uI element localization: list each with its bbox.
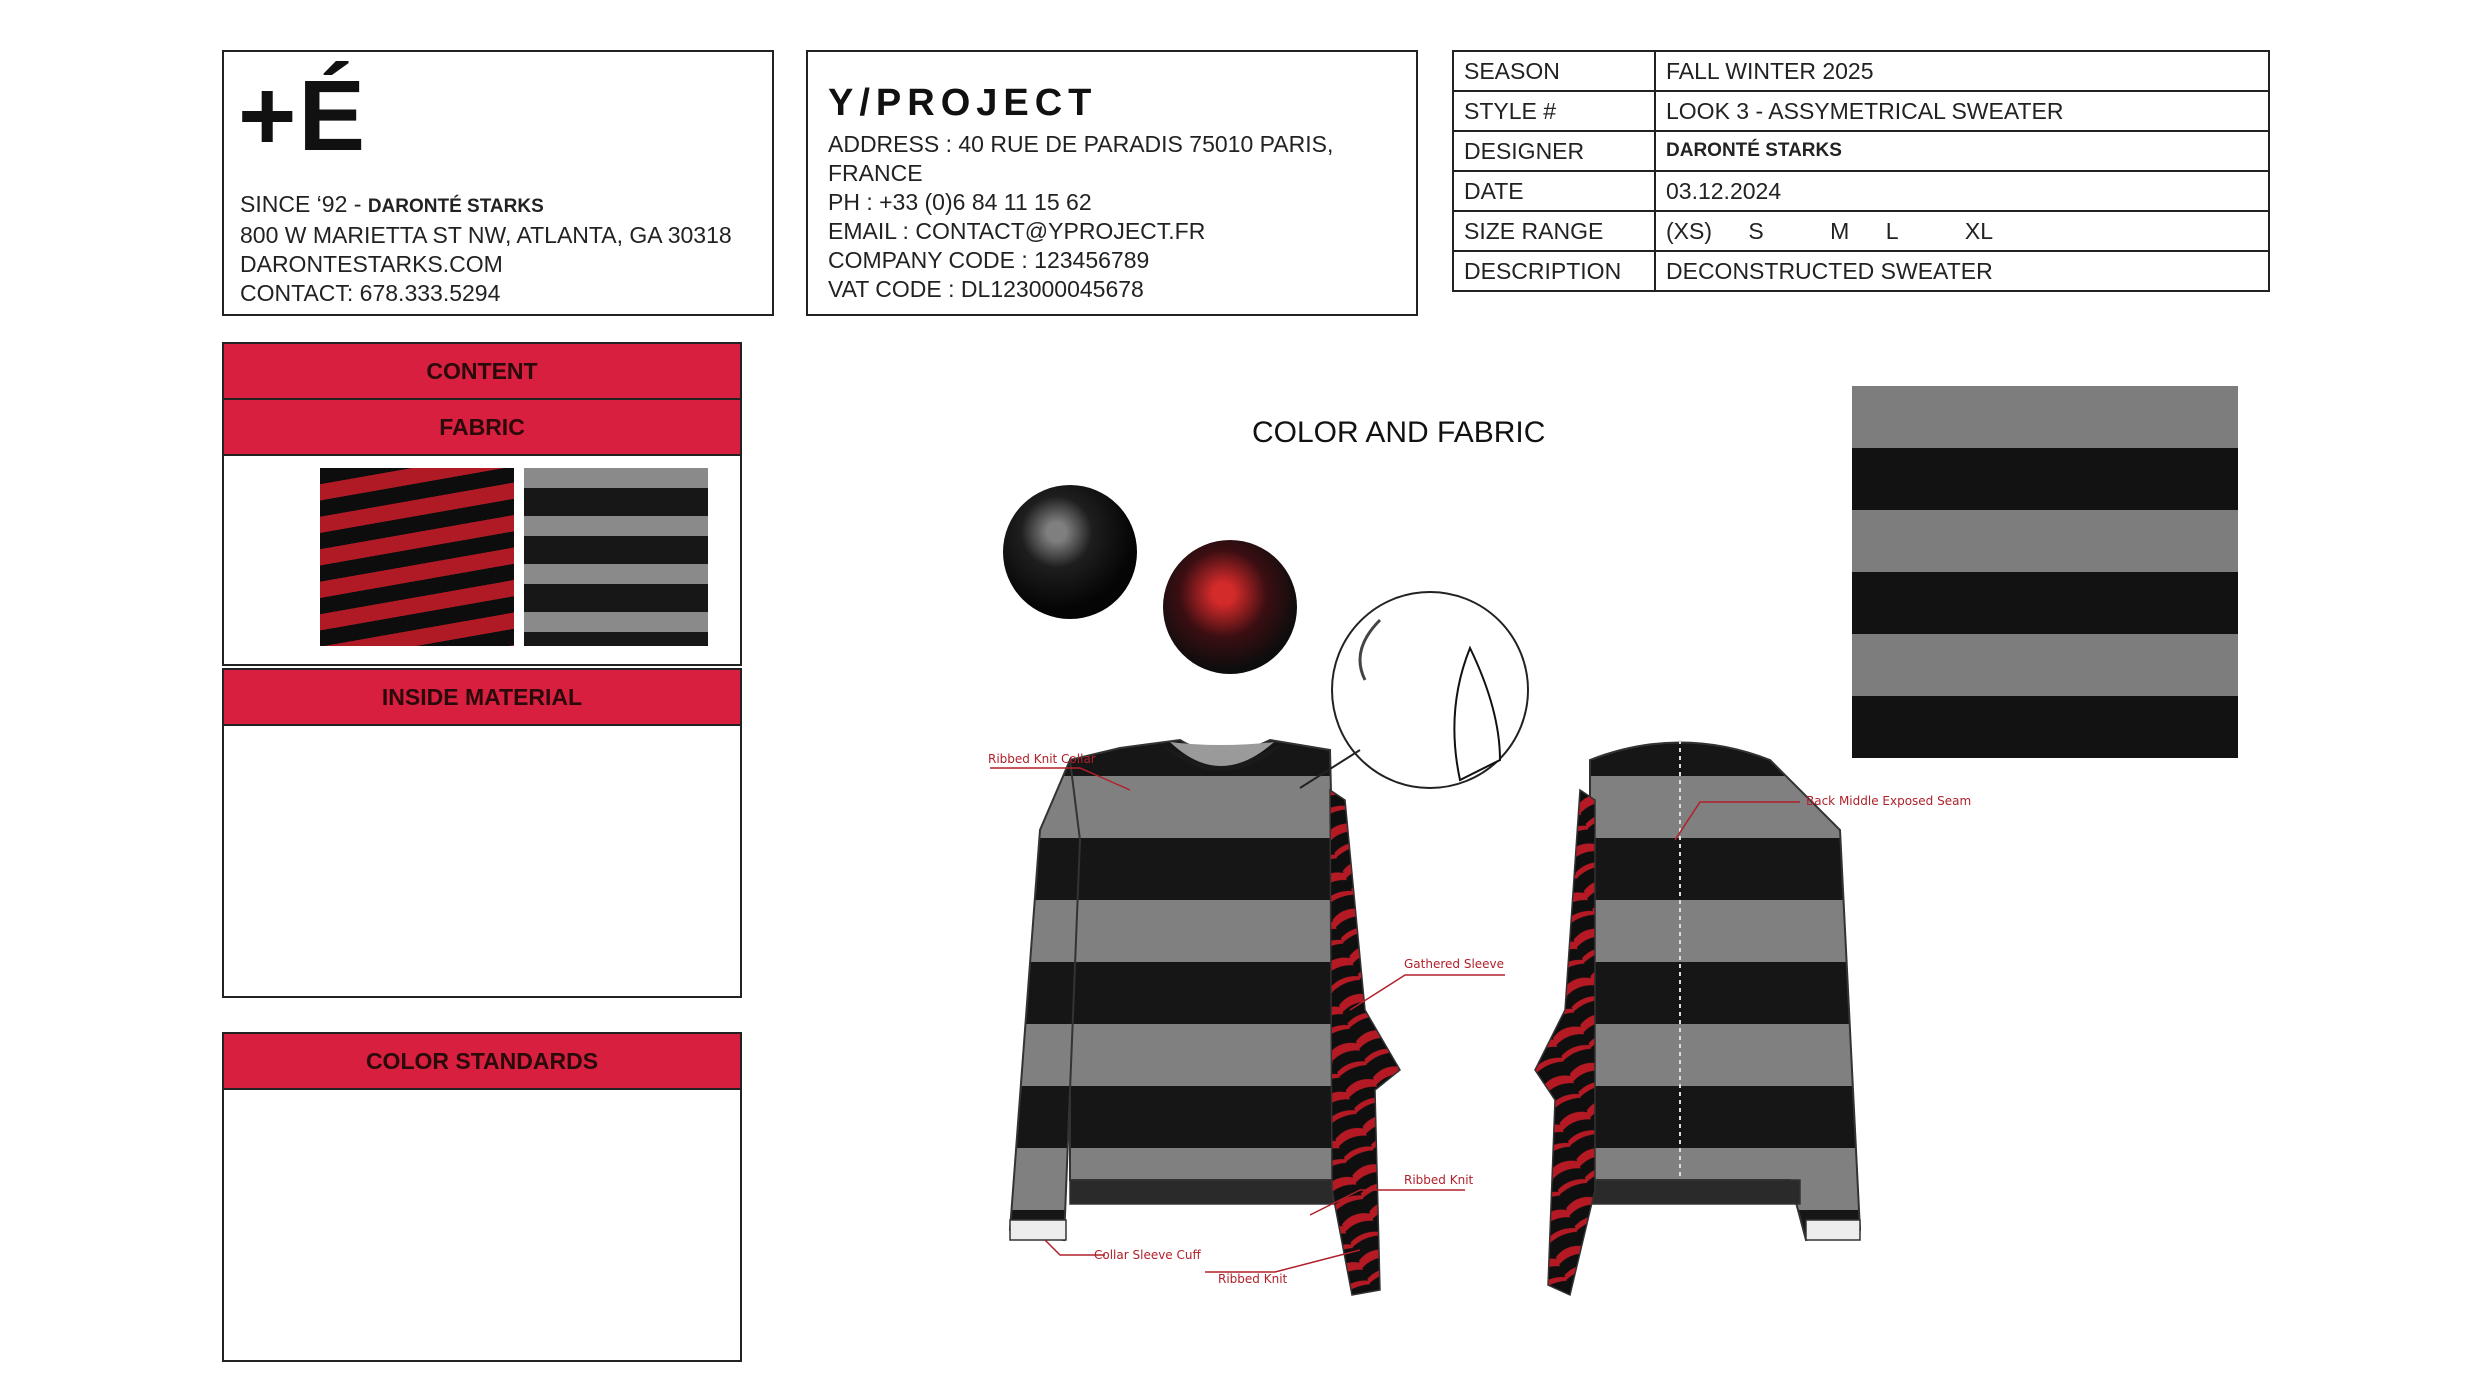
spec-key: DATE: [1453, 171, 1655, 211]
callout-ribbed-knit-hem: Ribbed Knit: [1218, 1272, 1288, 1286]
spec-row-style: [1453, 91, 2269, 131]
brand-designer-name: DARONTÉ STARKS: [367, 196, 544, 217]
fabric-header: FABRIC: [224, 400, 740, 456]
size-l: L: [1885, 217, 1899, 244]
spec-row-size-range: [1453, 211, 2269, 251]
grey-black-stripe-swatch: [524, 468, 708, 646]
spec-value: FALL WINTER 2025: [1655, 51, 2269, 91]
company-code: COMPANY CODE : 123456789: [828, 247, 1150, 273]
color-fabric-title: COLOR AND FABRIC: [1252, 416, 1546, 449]
back-view-sketch: [1535, 740, 1860, 1295]
size-s: S: [1748, 217, 1764, 244]
callout-gathered-sleeve: Gathered Sleeve: [1404, 957, 1505, 971]
company-info-box: [806, 50, 1418, 316]
company-address: ADDRESS : 40 RUE DE PARADIS 75010 PARIS, FRANCE: [828, 131, 1334, 186]
company-phone: PH : +33 (0)6 84 11 15 62: [828, 189, 1092, 215]
spec-table: [1452, 50, 2270, 292]
spec-value: LOOK 3 - ASSYMETRICAL SWEATER: [1655, 91, 2269, 131]
company-details: [828, 130, 1388, 304]
spec-row-designer: [1453, 131, 2269, 171]
brand-contact: CONTACT: 678.333.5294: [240, 280, 501, 306]
spec-value: 03.12.2024: [1655, 171, 2269, 211]
spec-row-description: [1453, 251, 2269, 291]
company-vat-code: VAT CODE : DL123000045678: [828, 276, 1144, 302]
inside-material-panel: [222, 668, 742, 998]
content-header: CONTENT: [224, 344, 740, 400]
color-standards-header: COLOR STANDARDS: [224, 1034, 740, 1090]
inside-material-header: INSIDE MATERIAL: [224, 670, 740, 726]
content-panel: [222, 342, 742, 666]
spec-key: STYLE #: [1453, 91, 1655, 131]
red-black-fabric-swatch: [320, 468, 514, 646]
company-email: EMAIL : CONTACT@YPROJECT.FR: [828, 218, 1206, 244]
company-logo: Y/PROJECT: [828, 82, 1098, 124]
spec-key: SEASON: [1453, 51, 1655, 91]
size-m: M: [1830, 217, 1850, 244]
brand-address: 800 W MARIETTA ST NW, ATLANTA, GA 30318: [240, 222, 732, 248]
spec-key: SIZE RANGE: [1453, 211, 1655, 251]
front-view-sketch: [1010, 740, 1400, 1295]
brand-logo: +É: [238, 60, 368, 172]
callout-ribbed-knit: Ribbed Knit: [1404, 1173, 1474, 1187]
color-standards-panel: [222, 1032, 742, 1362]
spec-value: DARONTÉ STARKS: [1655, 131, 2269, 171]
brand-info-box: [222, 50, 774, 316]
callout-ribbed-knit-collar: Ribbed Knit Collar: [988, 752, 1096, 766]
brand-since-line: [240, 190, 732, 221]
spec-row-date: [1453, 171, 2269, 211]
brand-details: [240, 190, 732, 308]
size-xl: XL: [1964, 217, 1994, 244]
brand-website: DARONTESTARKS.COM: [240, 251, 503, 277]
spec-value: DECONSTRUCTED SWEATER: [1655, 251, 2269, 291]
brand-since: SINCE ‘92 -: [240, 191, 368, 217]
size-range-values: [1655, 211, 2269, 251]
size-xs: (XS): [1666, 217, 1712, 244]
callout-collar-sleeve-cuff: Collar Sleeve Cuff: [1094, 1248, 1201, 1262]
callout-back-middle-exposed-seam: Back Middle Exposed Seam: [1806, 794, 1972, 808]
spec-key: DESCRIPTION: [1453, 251, 1655, 291]
spec-row-season: [1453, 51, 2269, 91]
spec-key: DESIGNER: [1453, 131, 1655, 171]
